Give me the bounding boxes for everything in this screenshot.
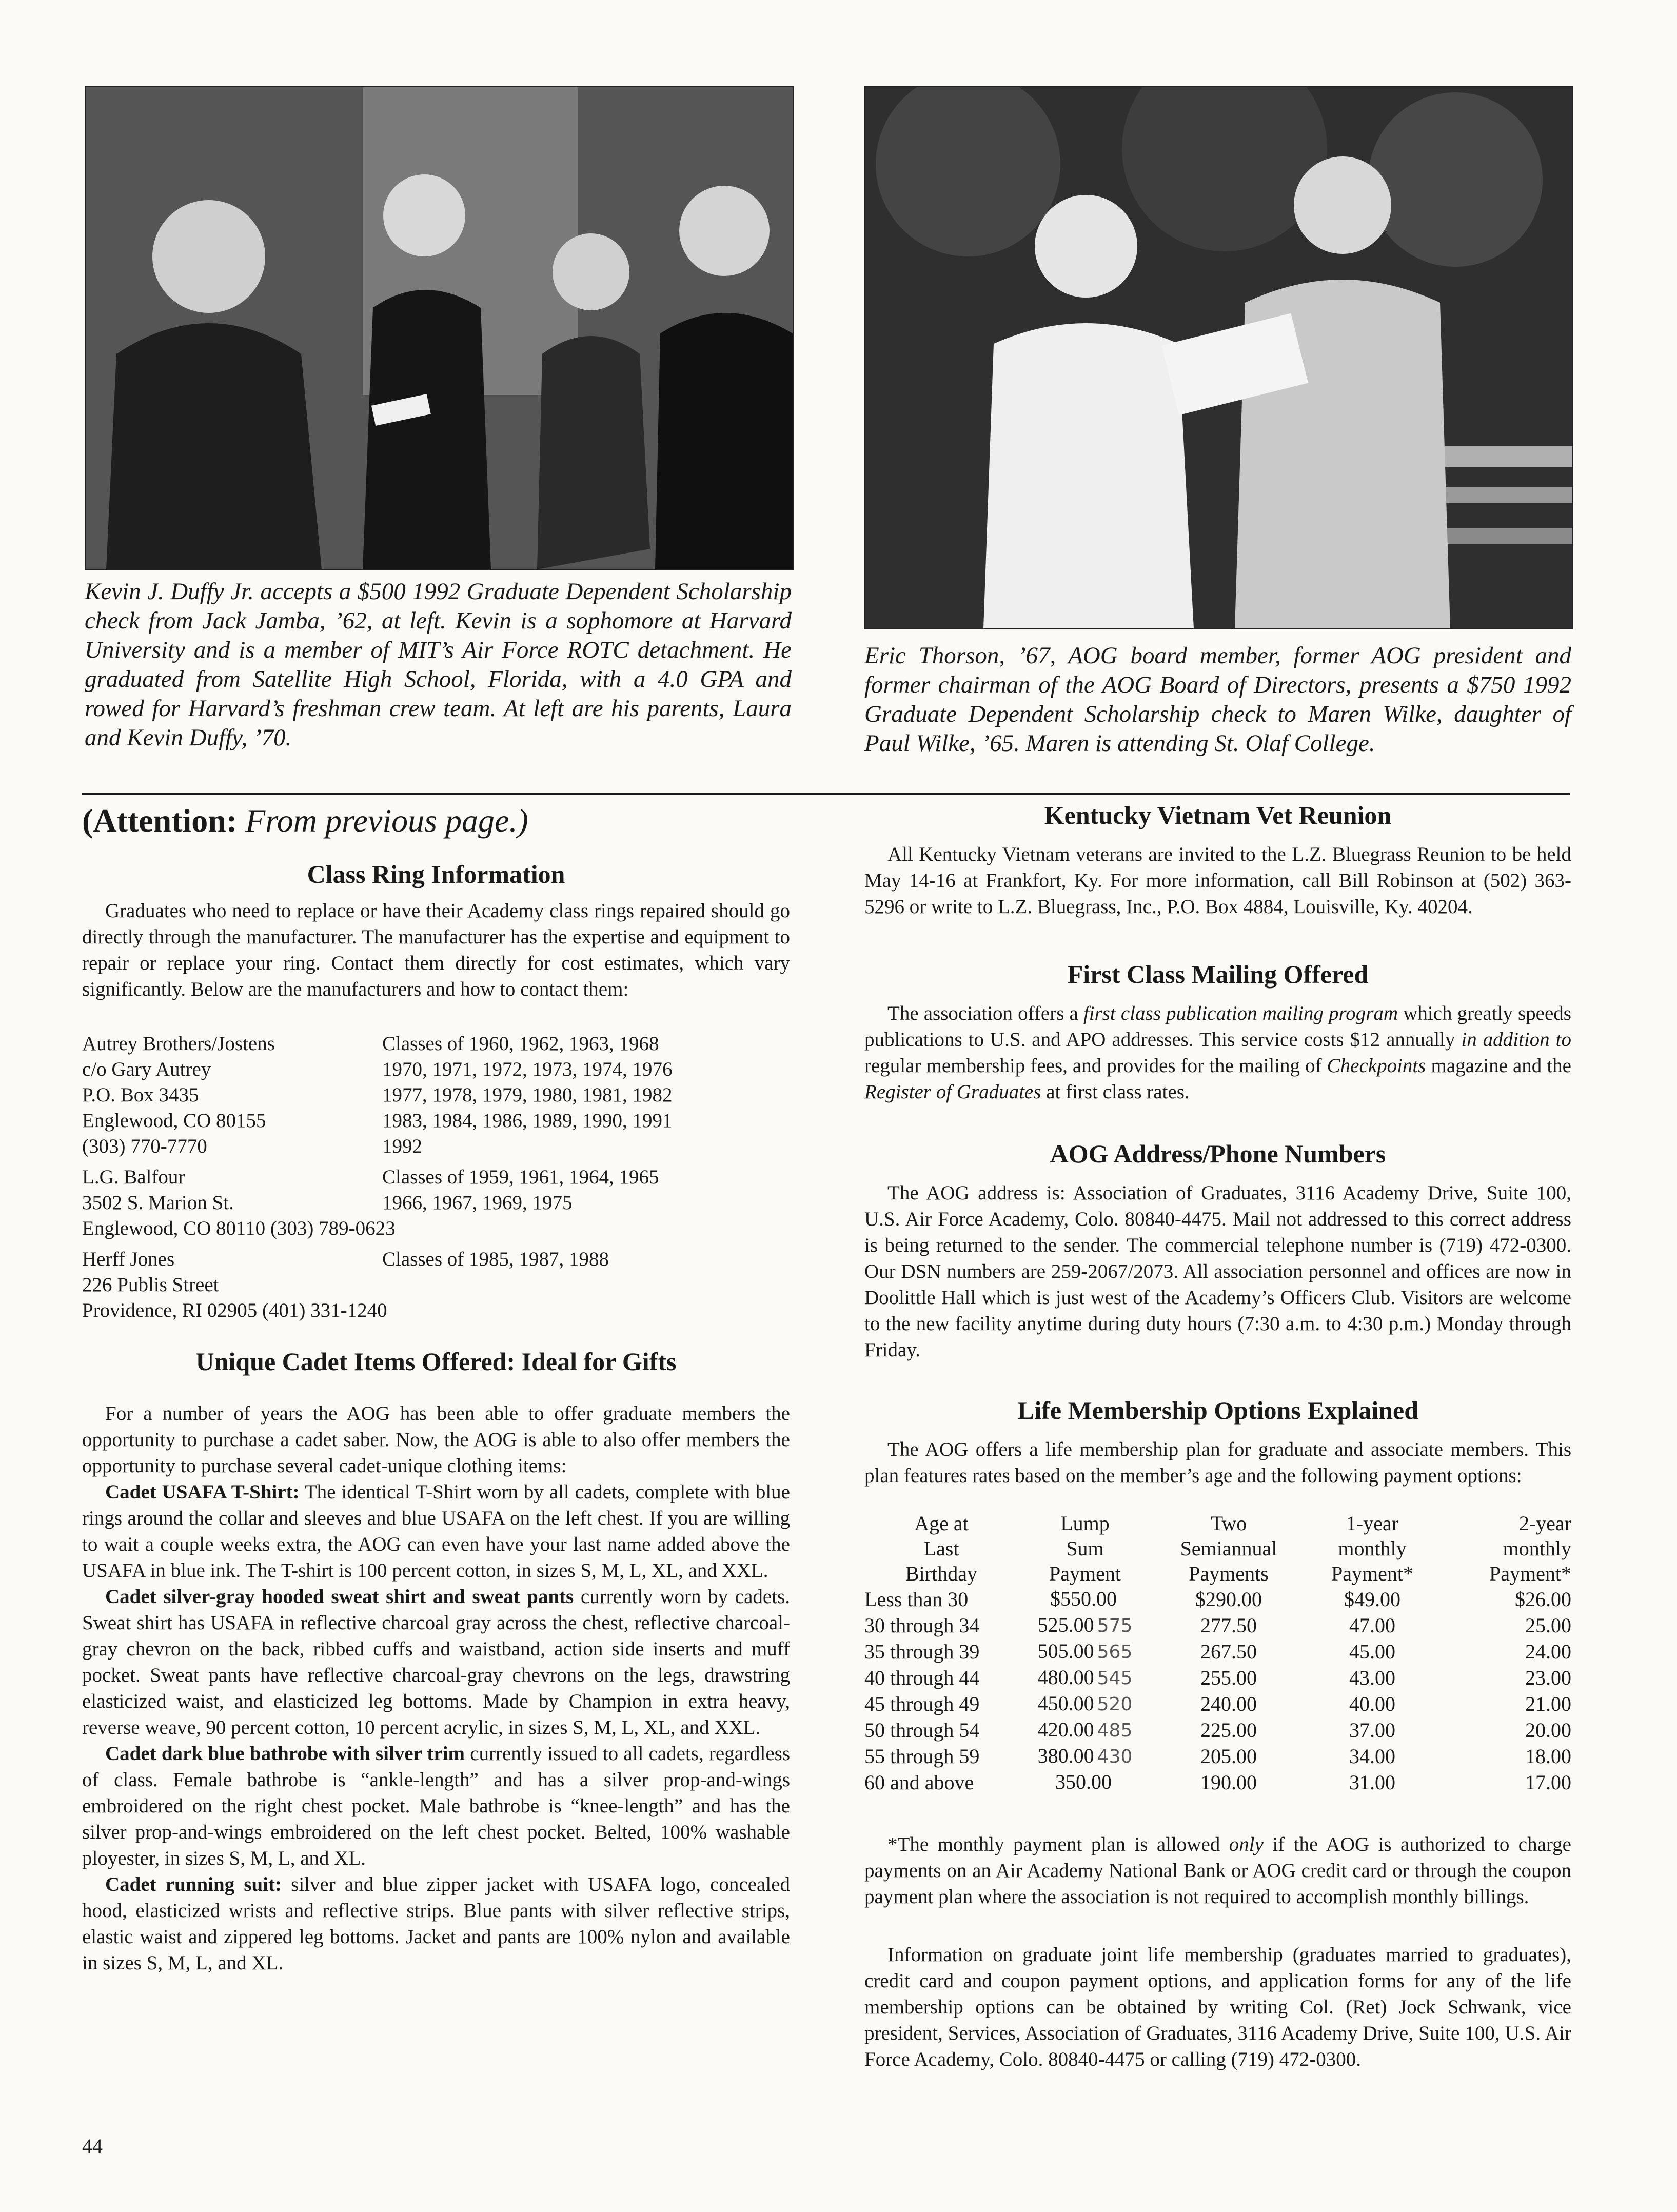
col-header: Lump Sum Payment	[1049, 1512, 1121, 1585]
class-ring-body	[82, 898, 790, 1002]
mfg-line: 226 Publis Street	[82, 1274, 219, 1296]
rate-value: $26.00	[1515, 1588, 1571, 1611]
fc-italic: Register of Graduates	[864, 1081, 1041, 1103]
rate-cell-m1	[1306, 1665, 1439, 1691]
col-header: Two Semiannual Payments	[1180, 1512, 1277, 1585]
handwritten-note: 485	[1097, 1720, 1133, 1741]
fc-text: at first class rates.	[1041, 1081, 1190, 1103]
item-text: currently issued to all cadets, regardless of class. Female bathrobe is “ankle-length” and has a silver prop-and-wings embroidered on the right chest pocket. Male bathrobe is “knee-length” and has the silver prop-and-wings embroidered on the left chest pocket. Belted, 100% washable ployester, in sizes S, M, L, and XL.	[82, 1743, 790, 1869]
rate-value: 37.00	[1349, 1719, 1395, 1742]
mfg-classes: 1992	[382, 1135, 422, 1157]
rate-value: $49.00	[1344, 1588, 1400, 1611]
kentucky-heading: Kentucky Vietnam Vet Reunion	[1044, 801, 1392, 830]
fc-text: regular membership fees, and provides for the mailing of	[864, 1055, 1327, 1077]
mfg-line: Autrey Brothers/Jostens	[82, 1033, 275, 1055]
item-title: Cadet USAFA T-Shirt:	[105, 1481, 300, 1503]
item-text: silver and blue zipper jacket with USAFA logo, concealed hood, elasticized wrists and reflective strips. Blue pants with silver reflective strips, elastic waist and zippered leg bottoms. Jacket and pants are 100% nylon and available in sizes S, M, L, and XL.	[82, 1873, 791, 1974]
rate-cell-m2	[1439, 1665, 1571, 1691]
fc-text: The association offers a	[887, 1002, 1083, 1024]
rates-row	[864, 1612, 1571, 1638]
rate-value: 450.00	[1037, 1692, 1094, 1715]
mfg-classes: 1983, 1984, 1986, 1989, 1990, 1991	[382, 1110, 673, 1132]
rate-value: $550.00	[1050, 1587, 1117, 1610]
mfg-line: Herff Jones	[82, 1248, 175, 1270]
rate-value: Less than 30	[864, 1588, 969, 1611]
photo-scholarship-wilke	[864, 86, 1573, 629]
item-title: Cadet running suit:	[105, 1873, 282, 1895]
mfg-classes: 1966, 1967, 1969, 1975	[382, 1192, 573, 1214]
mfg-line: P.O. Box 3435	[82, 1084, 199, 1106]
cadet-items-intro: For a number of years the AOG has been able to offer graduate members the opportunity to purchase a cadet saber. Now, the AOG is able to also offer members the opportunity to purchase several cadet-unique clothing items:	[82, 1403, 790, 1477]
item-text: The identical T-Shirt worn by all cadets, complete with blue rings around the collar and sleeves and blue USAFA on the left chest. If you are willing to wait a couple weeks extra, the AOG can even have your last name added above the USAFA in blue ink. The T-shirt is 100 percent cotton, in sizes S, M, L, XL, and XXL.	[82, 1481, 790, 1582]
rate-value: 380.00	[1037, 1744, 1094, 1767]
handwritten-note: 575	[1097, 1615, 1133, 1636]
rate-cell-lump	[1018, 1586, 1152, 1612]
life-intro-text: The AOG offers a life membership plan for graduate and associate members. This plan features rates based on the member’s age and the following payment options:	[864, 1438, 1571, 1487]
rate-cell-lump	[1018, 1769, 1152, 1795]
mfg-line: 3502 S. Marion St.	[82, 1192, 234, 1214]
address-body	[864, 1180, 1571, 1363]
rate-cell-m2	[1439, 1717, 1571, 1743]
rate-cell-age	[864, 1691, 1018, 1717]
rate-value: 35 through 39	[864, 1640, 980, 1663]
col-header: 1-year monthly Payment*	[1331, 1512, 1413, 1585]
rate-value: 525.00	[1037, 1613, 1094, 1636]
life-membership-intro	[864, 1436, 1571, 1489]
first-class-body	[864, 1000, 1571, 1105]
rate-cell-lump	[1018, 1691, 1152, 1717]
rate-value: 350.00	[1055, 1770, 1112, 1793]
rates-table	[864, 1511, 1571, 1795]
rate-value: 45 through 49	[864, 1692, 980, 1715]
attention-heading	[82, 800, 528, 841]
col-header: 2-year monthly Payment*	[1489, 1512, 1571, 1585]
class-ring-heading: Class Ring Information	[307, 860, 565, 888]
rate-cell-m2	[1439, 1769, 1571, 1795]
rate-value: 45.00	[1349, 1640, 1395, 1663]
rate-value: 40 through 44	[864, 1666, 980, 1689]
rate-value: 18.00	[1525, 1745, 1571, 1768]
manufacturer-herff-jones	[82, 1247, 790, 1324]
rate-value: 60 and above	[864, 1771, 974, 1794]
item-title: Cadet dark blue bathrobe with silver trim	[105, 1743, 465, 1765]
mfg-classes: Classes of 1960, 1962, 1963, 1968	[382, 1033, 659, 1055]
rate-value: 480.00	[1037, 1666, 1094, 1689]
handwritten-note: 520	[1097, 1694, 1133, 1715]
photo-scholarship-duffy	[85, 86, 794, 570]
rates-row	[864, 1665, 1571, 1691]
manufacturer-balfour	[82, 1164, 790, 1241]
rate-value: 225.00	[1200, 1719, 1257, 1742]
mfg-line: Englewood, CO 80110 (303) 789-0623	[82, 1217, 396, 1239]
monthly-footnote	[864, 1831, 1571, 1910]
mfg-classes: Classes of 1985, 1987, 1988	[382, 1248, 609, 1270]
rate-value: 277.50	[1200, 1614, 1257, 1637]
rate-value: 40.00	[1349, 1692, 1395, 1715]
rate-cell-m1	[1306, 1586, 1439, 1612]
rate-value: 30 through 34	[864, 1614, 980, 1637]
rate-cell-age	[864, 1638, 1018, 1665]
rate-cell-m1	[1306, 1769, 1439, 1795]
handwritten-note: 565	[1097, 1642, 1133, 1663]
rate-value: 55 through 59	[864, 1745, 980, 1768]
attention-italic: From previous page.)	[245, 802, 528, 839]
photo-left-caption: Kevin J. Duffy Jr. accepts a $500 1992 Graduate Dependent Scholarship check from Jack Jamba, ’62, at left. Kevin is a sophomore at Harvard University and is a member of MIT’s Air Force ROTC detachment. He graduated from Satellite High School, Florida, with a 4.0 GPA and rowed for Harvard’s freshman crew team. At left are his parents, Laura and Kevin Duffy, ’70.	[85, 578, 792, 751]
rate-cell-m1	[1306, 1638, 1439, 1665]
photo-people-illustration	[865, 87, 1572, 628]
kentucky-text: All Kentucky Vietnam veterans are invited to the L.Z. Bluegrass Reunion to be held May 14-16 at Frankfort, Ky. For more information, call Bill Robinson at (502) 363-5296 or write to L.Z. Bluegrass, Inc., P.O. Box 4884, Louisville, Ky. 40204.	[864, 843, 1571, 918]
section-divider	[82, 793, 1570, 795]
rate-value: 25.00	[1525, 1614, 1571, 1637]
rate-cell-lump	[1018, 1717, 1152, 1743]
rates-row	[864, 1743, 1571, 1769]
rate-cell-semi	[1152, 1638, 1306, 1665]
foot-text: *The monthly payment plan is allowed	[887, 1833, 1229, 1855]
rate-cell-semi	[1152, 1665, 1306, 1691]
rate-value: 255.00	[1200, 1666, 1257, 1689]
foot-italic: only	[1229, 1833, 1264, 1855]
fc-italic: in addition to	[1461, 1029, 1571, 1051]
handwritten-note: 545	[1097, 1668, 1133, 1689]
rate-value: 31.00	[1349, 1771, 1395, 1794]
mfg-classes: 1977, 1978, 1979, 1980, 1981, 1982	[382, 1084, 673, 1106]
rate-cell-age	[864, 1665, 1018, 1691]
rate-cell-age	[864, 1717, 1018, 1743]
rate-cell-m2	[1439, 1638, 1571, 1665]
rates-header-row	[864, 1511, 1571, 1586]
rate-cell-lump	[1018, 1743, 1152, 1769]
mfg-line: L.G. Balfour	[82, 1166, 185, 1188]
rate-cell-age	[864, 1769, 1018, 1795]
rate-value: 205.00	[1200, 1745, 1257, 1768]
rate-cell-m2	[1439, 1691, 1571, 1717]
manufacturer-jostens	[82, 1031, 790, 1159]
rates-row	[864, 1769, 1571, 1795]
fc-italic: first class publication mailing program	[1083, 1002, 1398, 1024]
rate-cell-semi	[1152, 1612, 1306, 1638]
mfg-classes: Classes of 1959, 1961, 1964, 1965	[382, 1166, 659, 1188]
rates-row	[864, 1638, 1571, 1665]
life-closing-text: Information on graduate joint life membership (graduates married to graduates), credit card and coupon payment options, and application forms for any of the life membership options can be obtained by writing Col. (Ret) Jock Schwank, vice president, Services, Association of Graduates, 3116 Academy Drive, Suite 100, U.S. Air Force Academy, Colo. 80840-4475 or calling (719) 472-0300.	[864, 1944, 1571, 2070]
foot-text: if the AOG is authorized to charge payments on an Air Academy National Bank or AOG credit card or through the coupon payment plan where the association is not required to accomplish monthly billings.	[864, 1833, 1571, 1908]
rate-value: $290.00	[1195, 1588, 1262, 1611]
mfg-classes: 1970, 1971, 1972, 1973, 1974, 1976	[382, 1058, 673, 1080]
rate-cell-semi	[1152, 1691, 1306, 1717]
rate-value: 34.00	[1349, 1745, 1395, 1768]
rate-cell-lump	[1018, 1638, 1152, 1665]
life-membership-heading: Life Membership Options Explained	[1017, 1396, 1419, 1425]
rate-cell-m1	[1306, 1691, 1439, 1717]
rate-value: 17.00	[1525, 1771, 1571, 1794]
kentucky-body	[864, 841, 1571, 920]
rate-value: 21.00	[1525, 1692, 1571, 1715]
rate-cell-m2	[1439, 1743, 1571, 1769]
rate-cell-age	[864, 1743, 1018, 1769]
rate-value: 505.00	[1037, 1640, 1094, 1663]
rate-value: 50 through 54	[864, 1719, 980, 1742]
class-ring-text: Graduates who need to replace or have their Academy class rings repaired should go directly through the manufacturer. The manufacturer has the expertise and equipment to repair or replace your ring. Contact them directly for cost estimates, which vary significantly. Below are the manufacturers and how to contact them:	[82, 900, 790, 1000]
rates-row	[864, 1717, 1571, 1743]
photo-people-illustration	[86, 87, 793, 569]
rate-cell-m2	[1439, 1612, 1571, 1638]
rates-row	[864, 1586, 1571, 1612]
item-text: currently worn by cadets. Sweat shirt has USAFA in reflective charcoal gray across the chest, reflective charcoal-gray chevron on the back, ribbed cuffs and waistband, action side inserts and muff pocket. Sweat pants have reflective charcoal-gray chevrons on the legs, drawstring elasticized waist, and elasticized leg bottoms. Made by Champion in extra heavy, reverse weave, 90 percent cotton, 10 percent acrylic, in sizes S, M, L, XL, and XXL.	[82, 1586, 790, 1739]
rate-value: 47.00	[1349, 1614, 1395, 1637]
item-title: Cadet silver-gray hooded sweat shirt and sweat pants	[105, 1586, 574, 1608]
rate-value: 267.50	[1200, 1640, 1257, 1663]
photo-right-caption: Eric Thorson, ’67, AOG board member, former AOG president and former chairman of the AOG Board of Directors, presents a $750 1992 Graduate Dependent Scholarship check to Maren Wilke, daughter of Paul Wilke, ’65. Maren is attending St. Olaf College.	[864, 642, 1571, 757]
rate-value: 190.00	[1200, 1771, 1257, 1794]
first-class-heading: First Class Mailing Offered	[1067, 960, 1369, 989]
rate-cell-m1	[1306, 1743, 1439, 1769]
address-heading: AOG Address/Phone Numbers	[1050, 1139, 1386, 1168]
col-header: Age at Last Birthday	[905, 1512, 977, 1585]
rate-cell-semi	[1152, 1717, 1306, 1743]
rates-row	[864, 1691, 1571, 1717]
rate-cell-m2	[1439, 1586, 1571, 1612]
rate-cell-age	[864, 1612, 1018, 1638]
rate-cell-semi	[1152, 1743, 1306, 1769]
attention-label: (Attention:	[82, 802, 238, 839]
mfg-line: Englewood, CO 80155	[82, 1110, 266, 1132]
fc-italic: Checkpoints	[1327, 1055, 1426, 1077]
rate-value: 43.00	[1349, 1666, 1395, 1689]
cadet-items-body	[82, 1400, 790, 1976]
fc-text: magazine and the	[1426, 1055, 1571, 1077]
rate-cell-lump	[1018, 1665, 1152, 1691]
rate-cell-m1	[1306, 1717, 1439, 1743]
rate-value: 240.00	[1200, 1692, 1257, 1715]
rate-cell-age	[864, 1586, 1018, 1612]
fc-text: which greatly speeds publications to U.S. and APO addresses. This service costs $12 annually	[864, 1002, 1571, 1051]
rate-cell-lump	[1018, 1612, 1152, 1638]
mfg-line: c/o Gary Autrey	[82, 1058, 211, 1080]
rate-cell-m1	[1306, 1612, 1439, 1638]
rate-value: 24.00	[1525, 1640, 1571, 1663]
mfg-line: (303) 770-7770	[82, 1135, 207, 1157]
handwritten-note: 430	[1097, 1746, 1133, 1767]
rate-value: 23.00	[1525, 1666, 1571, 1689]
rate-cell-semi	[1152, 1586, 1306, 1612]
page-number: 44	[82, 2135, 103, 2158]
rate-value: 420.00	[1037, 1718, 1094, 1741]
mfg-line: Providence, RI 02905 (401) 331-1240	[82, 1299, 387, 1321]
rate-value: 20.00	[1525, 1719, 1571, 1742]
life-closing	[864, 1942, 1571, 2072]
rate-cell-semi	[1152, 1769, 1306, 1795]
cadet-items-heading: Unique Cadet Items Offered: Ideal for Gifts	[195, 1347, 677, 1376]
rates-table-wrap	[864, 1511, 1571, 1795]
address-text: The AOG address is: Association of Graduates, 3116 Academy Drive, Suite 100, U.S. Air Force Academy, Colo. 80840-4475. Mail not addressed to this correct address is being returned to the sender. The commercial telephone number is (719) 472-0300. Our DSN numbers are 259-2067/2073. All association personnel and offices are now in Doolittle Hall which is just west of the Academy’s Officers Club. Visitors are welcome to the new facility anytime during duty hours (7:30 a.m. to 4:30 p.m.) Monday through Friday.	[864, 1182, 1571, 1361]
